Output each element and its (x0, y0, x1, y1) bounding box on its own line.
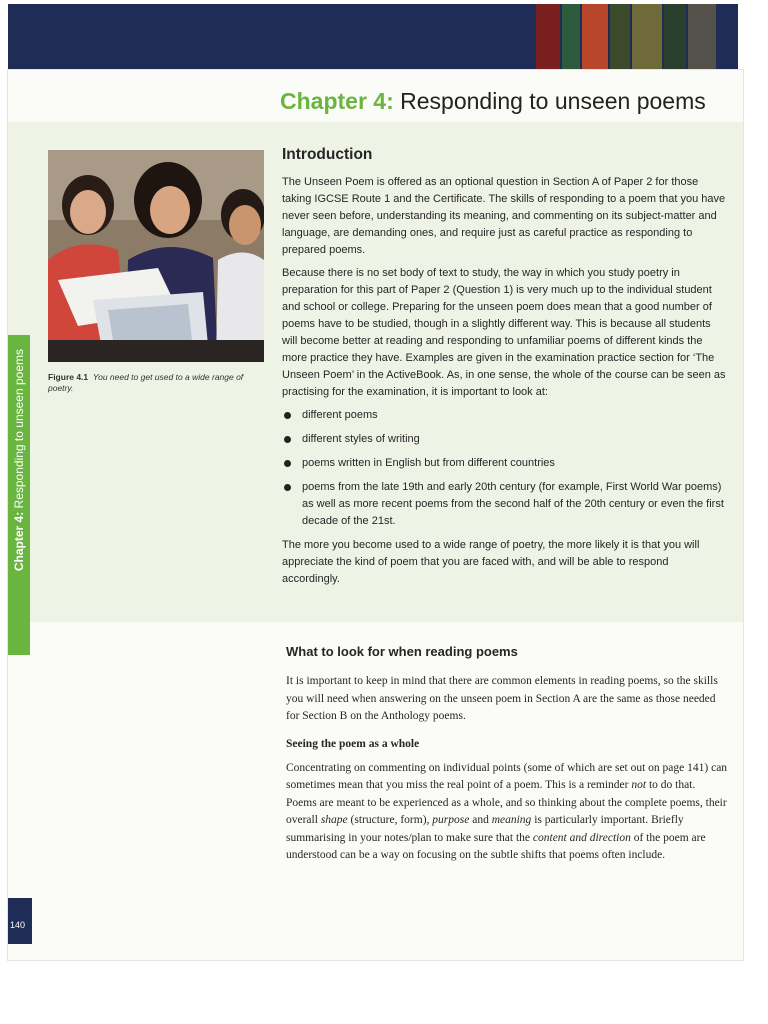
study-list (282, 407, 727, 530)
side-tab-number: Chapter 4: (12, 511, 26, 572)
text-run: (structure, form), (347, 814, 433, 826)
list-item (282, 479, 727, 530)
introduction-heading: Introduction (282, 146, 373, 163)
chapter-title-text: Responding to unseen poems (400, 88, 706, 114)
text-run: is particularly important. Briefly summarising in your notes/plan to make sure that the (286, 814, 684, 844)
text-run: Concentrating on commenting on individual points (some of which are set out on page 141) can sometimes mean that you miss the real point of a poem. This is a reminder (286, 761, 728, 791)
bullet-icon (284, 460, 291, 467)
page-number-tab (8, 898, 32, 944)
side-tab-label (8, 335, 30, 655)
text-run: to do that. Poems are meant to be experienced as a whole, and so thinking about the complete poems, their overall (286, 779, 727, 826)
reading-paragraph: It is important to keep in mind that there are common elements in reading poems, so the skills you will need when answering on the unseen poem in Section A are the same as those needed for Section B on the Anthology poems. (286, 675, 718, 722)
side-tab-title: Responding to unseen poems (12, 349, 26, 509)
bookshelf-image (516, 4, 736, 74)
emphasis-text: meaning (491, 814, 532, 826)
list-item-text: different styles of writing (302, 433, 420, 445)
introduction-section (282, 146, 727, 594)
text-run: of the poem are understood can be a way on focusing on the subtle shifts that poems often include. (286, 831, 706, 861)
emphasis-text: purpose (432, 814, 470, 826)
bullet-icon (284, 412, 291, 419)
figure-caption (48, 372, 268, 394)
reading-section (286, 644, 728, 877)
list-item (282, 455, 727, 472)
book-page (8, 70, 743, 960)
chapter-number: Chapter 4: (280, 88, 394, 114)
whole-poem-paragraph (286, 760, 728, 865)
emphasis-text: not (631, 779, 647, 791)
figure-label: Figure 4.1 (48, 372, 89, 382)
reading-heading: What to look for when reading poems (286, 644, 518, 659)
students-photo-illustration (48, 150, 264, 362)
emphasis-text: content and direction (532, 831, 631, 844)
list-item-text: poems from the late 19th and early 20th century (for example, First World War poems) as well as more recent poems from the second half of the 20th century or even the first decade of the 21st. (302, 481, 724, 527)
whole-poem-subheading: Seeing the poem as a whole (286, 737, 420, 750)
chapter-title (280, 88, 706, 115)
intro-paragraph: The Unseen Poem is offered as an optional question in Section A of Paper 2 for those taking IGCSE Route 1 and the Certificate. The skills of responding to a poem that you have never seen before, understanding its meaning, and commenting on its subject-matter and language, are demanding ones, and require just as careful practice as responding to prepared poems. (282, 176, 726, 256)
students-photo (48, 150, 264, 362)
intro-closing-paragraph: The more you become used to a wide range of poetry, the more likely it is that you will appreciate the kind of poem that you are faced with, and will be able to respond accordingly. (282, 539, 700, 585)
page-number: 140 (10, 920, 26, 930)
intro-paragraph: Because there is no set body of text to study, the way in which you study poetry in preparation for this part of Paper 2 (Question 1) is very much up to the individual student and school or college. Preparing for the unseen poem does mean that a good number of poems have to be studied, though in a slightly different way. This is because all students will become better at reading and responding to unfamiliar poems of different kinds the more practice they have. Examples are given in the examination practice section for ‘The Unseen Poem’ in the ActiveBook. As, in one sense, the whole of the course can be seen as practising for the examination, it is important to look at: (282, 267, 726, 398)
bullet-icon (284, 436, 291, 443)
list-item-text: poems written in English but from different countries (302, 457, 555, 469)
chapter-side-tab (8, 335, 30, 655)
list-item (282, 407, 727, 424)
list-item-text: different poems (302, 409, 378, 421)
list-item (282, 431, 727, 448)
text-run: and (469, 814, 492, 826)
emphasis-text: shape (320, 814, 348, 826)
bullet-icon (284, 484, 291, 491)
figure-caption-text: You need to get used to a wide range of poetry. (48, 372, 244, 393)
